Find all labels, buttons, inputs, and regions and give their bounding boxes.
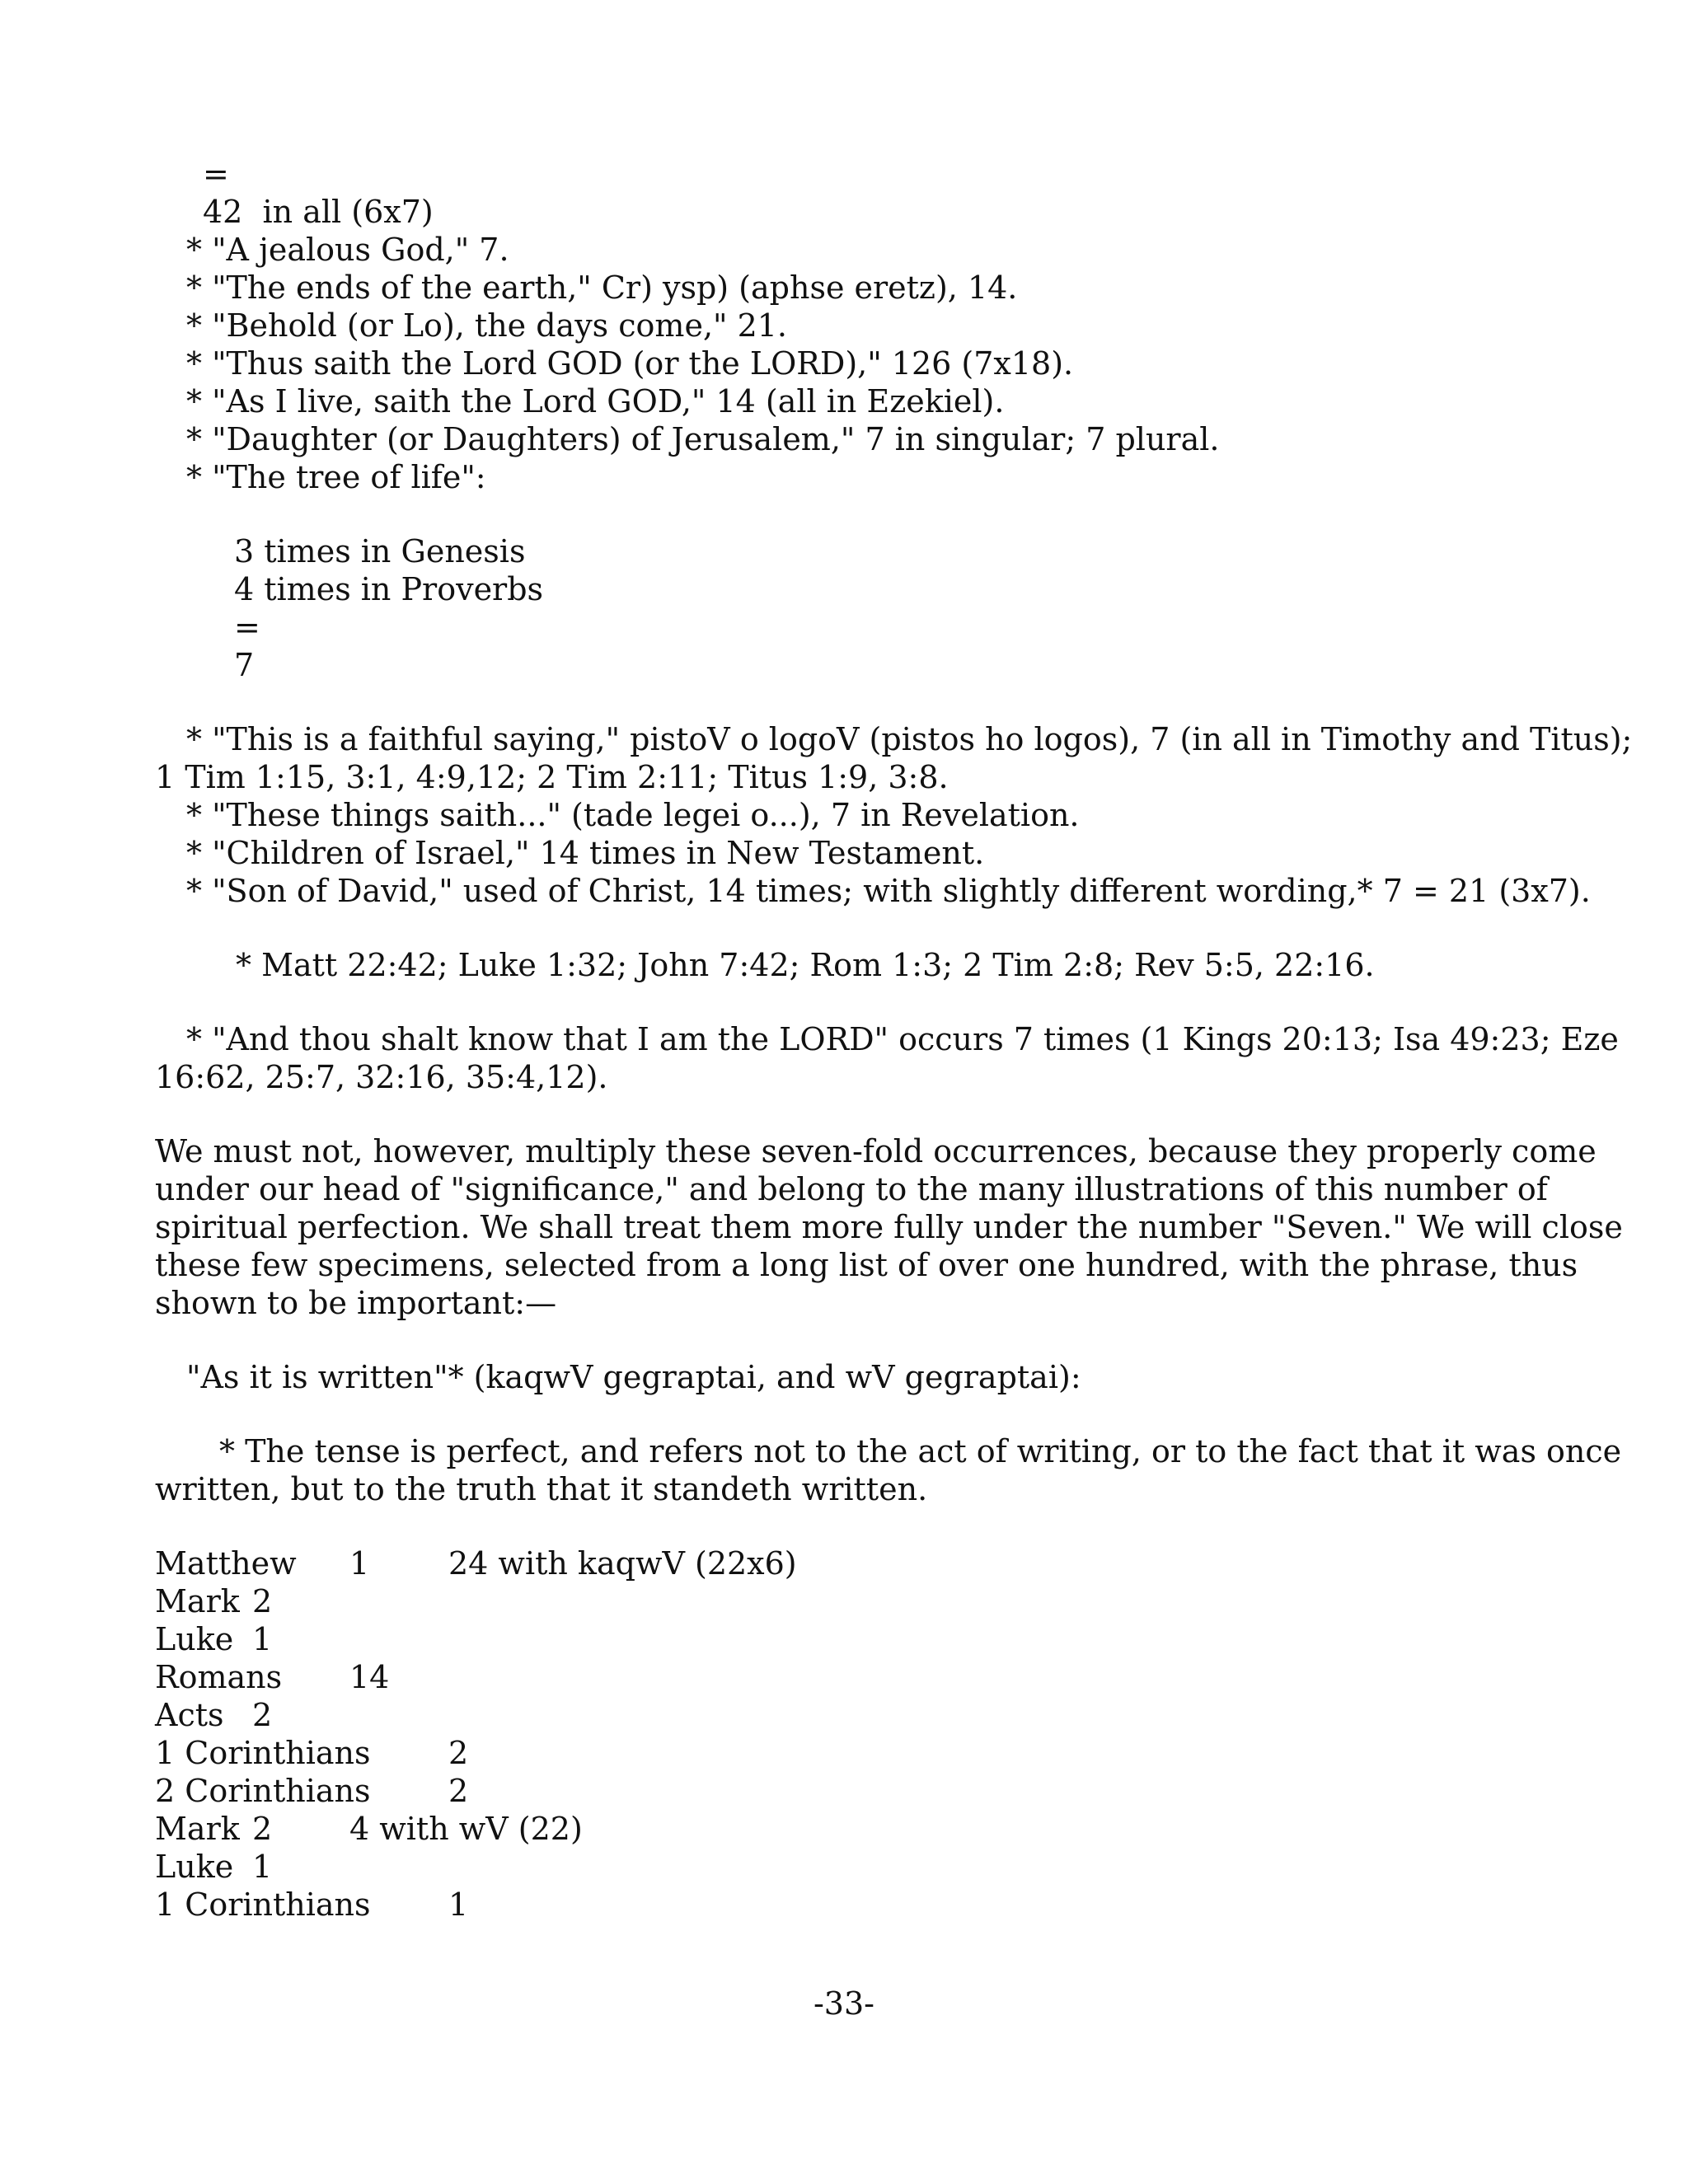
footnote-continuation: written, but to the truth that it standeth written.	[155, 1471, 928, 1507]
paragraph-line: shown to be important:—	[155, 1285, 557, 1321]
table-cell-book: Matthew	[155, 1545, 297, 1582]
paragraph-line: under our head of "significance," and belong to the many illustrations of this number of	[155, 1171, 1548, 1207]
paragraph-line: spiritual perfection. We shall treat them more fully under the number "Seven." We will close	[155, 1209, 1623, 1245]
table-cell-book: 2 Corinthians	[155, 1773, 371, 1809]
table-cell-book: Mark	[155, 1583, 240, 1619]
list-item: * "The ends of the earth," Cr) ysp) (aphse eretz), 14.	[186, 269, 1018, 306]
table-cell-count: 2	[252, 1697, 273, 1733]
list-item: * "The tree of life":	[186, 459, 486, 495]
equals-line: =	[203, 156, 229, 192]
table-cell-book: Acts	[155, 1697, 224, 1733]
table-cell-count: 1	[252, 1849, 273, 1885]
footnote: * The tense is perfect, and refers not to the act of writing, or to the fact that it was once	[219, 1433, 1622, 1469]
table-cell-count: 1	[349, 1545, 370, 1582]
paragraph-line: We must not, however, multiply these seven-fold occurrences, because they properly come	[155, 1133, 1597, 1169]
table-cell-note: 4 with wV (22)	[349, 1811, 583, 1847]
tree-of-life-line: 3 times in Genesis	[234, 533, 526, 569]
list-item: * "Daughter (or Daughters) of Jerusalem," 7 in singular; 7 plural.	[186, 421, 1220, 457]
table-cell-book: Mark	[155, 1811, 240, 1847]
tree-of-life-line: =	[234, 609, 260, 645]
list-item: * "This is a faithful saying," pistoV o logoV (pistos ho logos), 7 (in all in Timothy and Titus);	[186, 721, 1633, 757]
table-cell-note: 24 with kaqwV (22x6)	[448, 1545, 797, 1582]
list-item-continuation: 1 Tim 1:15, 3:1, 4:9,12; 2 Tim 2:11; Titus 1:9, 3:8.	[155, 759, 949, 795]
table-cell-count: 1	[448, 1886, 469, 1923]
table-cell-book: Romans	[155, 1659, 283, 1695]
list-item: * "These things saith..." (tade legei o...), 7 in Revelation.	[186, 797, 1080, 833]
list-item: * "As I live, saith the Lord GOD," 14 (all in Ezekiel).	[186, 383, 1005, 419]
footnote: * Matt 22:42; Luke 1:32; John 7:42; Rom 1:3; 2 Tim 2:8; Rev 5:5, 22:16.	[236, 947, 1375, 983]
total-line: 42 in all (6x7)	[203, 194, 434, 230]
table-cell-book: 1 Corinthians	[155, 1886, 371, 1923]
tree-of-life-line: 7	[234, 647, 255, 683]
list-item: * "And thou shalt know that I am the LORD" occurs 7 times (1 Kings 20:13; Isa 49:23; Eze	[186, 1021, 1619, 1057]
table-cell-book: Luke	[155, 1621, 234, 1657]
list-item: * "Behold (or Lo), the days come," 21.	[186, 307, 788, 344]
table-cell-count: 1	[252, 1621, 273, 1657]
list-item: * "A jealous God," 7.	[186, 232, 509, 268]
list-item: * "Children of Israel," 14 times in New Testament.	[186, 835, 985, 871]
table-cell-count: 2	[448, 1773, 469, 1809]
table-cell-count: 2	[252, 1583, 273, 1619]
table-cell-book: Luke	[155, 1849, 234, 1885]
list-item: * "Thus saith the Lord GOD (or the LORD)," 126 (7x18).	[186, 345, 1074, 382]
page-number: -33-	[813, 1985, 875, 2022]
table-cell-count: 14	[349, 1659, 390, 1695]
table-cell-count: 2	[252, 1811, 273, 1847]
table-cell-count: 2	[448, 1735, 469, 1771]
list-item: * "Son of David," used of Christ, 14 times; with slightly different wording,* 7 = 21 (3x7).	[186, 873, 1591, 909]
paragraph-line: these few specimens, selected from a long list of over one hundred, with the phrase, thus	[155, 1247, 1578, 1283]
tree-of-life-line: 4 times in Proverbs	[234, 571, 544, 607]
table-cell-book: 1 Corinthians	[155, 1735, 371, 1771]
list-item-continuation: 16:62, 25:7, 32:16, 35:4,12).	[155, 1059, 608, 1095]
phrase-heading: "As it is written"* (kaqwV gegraptai, and wV gegraptai):	[186, 1359, 1081, 1395]
